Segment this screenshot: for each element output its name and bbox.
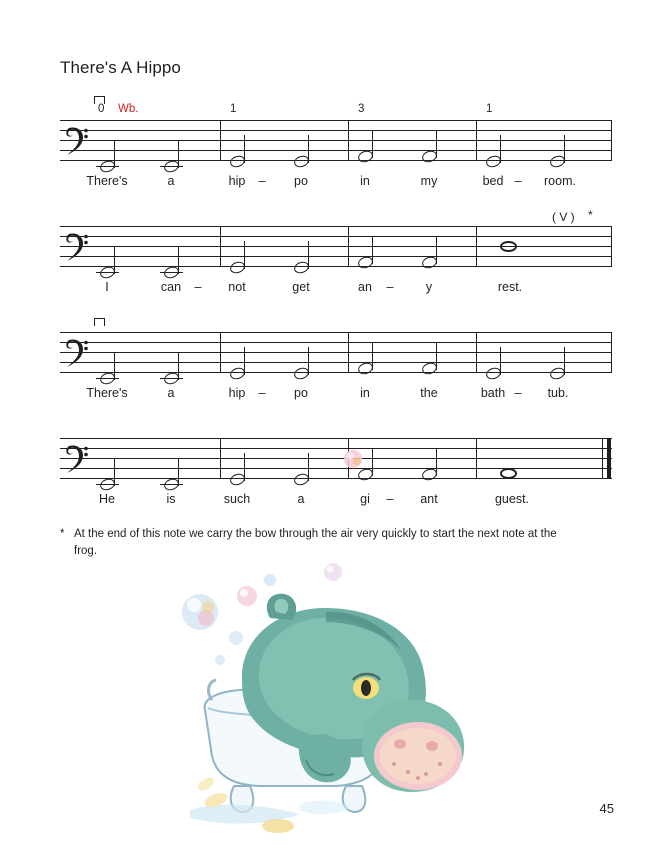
music-system-2 xyxy=(60,208,612,294)
staff-line xyxy=(60,160,612,161)
lyric-hyphen: – xyxy=(258,386,266,400)
barline xyxy=(476,226,477,267)
ledger-line xyxy=(160,378,183,379)
staff-line xyxy=(60,448,612,449)
staff-line xyxy=(60,256,612,257)
staff-line xyxy=(60,362,612,363)
ledger-line xyxy=(160,484,183,485)
barline xyxy=(348,120,349,161)
staff-2 xyxy=(60,226,612,270)
staff-line xyxy=(60,266,612,267)
staff-line xyxy=(60,458,612,459)
note-head xyxy=(550,156,565,167)
barline xyxy=(220,438,221,479)
lyric-syllable: my xyxy=(420,174,438,188)
ledger-line xyxy=(96,272,119,273)
barline xyxy=(611,120,612,161)
bass-clef-icon xyxy=(62,328,92,374)
music-system-3 xyxy=(60,332,612,400)
finger-number: 1 xyxy=(230,103,237,115)
note-head xyxy=(358,469,373,480)
lyric-syllable: the xyxy=(420,386,438,400)
lyric-syllable: bath xyxy=(480,386,506,400)
lyric-hyphen: – xyxy=(194,280,202,294)
music-system-4 xyxy=(60,438,612,506)
staff-line xyxy=(60,342,612,343)
ledger-line xyxy=(96,166,119,167)
lyric-hyphen: – xyxy=(386,280,394,294)
staff-line xyxy=(60,246,612,247)
note-head xyxy=(422,151,437,162)
lyric-syllable: room. xyxy=(544,174,576,188)
barline xyxy=(348,332,349,373)
staff-1 xyxy=(60,120,612,164)
lyric-syllable: rest. xyxy=(497,280,523,294)
bass-clef-icon xyxy=(62,434,92,480)
barline xyxy=(476,120,477,161)
staff-line xyxy=(60,150,612,151)
staff-line xyxy=(60,438,612,439)
bass-clef-icon xyxy=(62,116,92,162)
ledger-line xyxy=(160,166,183,167)
barline xyxy=(220,120,221,161)
lyric-syllable: bed xyxy=(482,174,504,188)
final-barline-thick xyxy=(607,438,611,479)
music-system-1 xyxy=(60,103,612,188)
note-head xyxy=(294,474,309,485)
note-head xyxy=(422,469,437,480)
lyric-syllable: is xyxy=(166,492,176,506)
note-head xyxy=(486,368,501,379)
lyric-syllable: hip xyxy=(228,386,246,400)
bowing-instruction: Wb. xyxy=(118,103,139,115)
lyric-syllable: tub. xyxy=(547,386,569,400)
down-bow-icon xyxy=(94,318,105,326)
note-head xyxy=(486,156,501,167)
staff-line xyxy=(60,468,612,469)
lyric-syllable: an xyxy=(358,280,372,294)
note-head xyxy=(294,262,309,273)
staff-line xyxy=(60,372,612,373)
note-head xyxy=(230,262,245,273)
whole-note-head xyxy=(500,468,517,479)
barline xyxy=(476,332,477,373)
lyric-hyphen: – xyxy=(514,386,522,400)
staff-line xyxy=(60,130,612,131)
lyric-syllable: not xyxy=(228,280,246,294)
staff-4 xyxy=(60,438,612,482)
finger-number: 0 xyxy=(98,103,105,115)
staff-line xyxy=(60,236,612,237)
staff-line xyxy=(60,352,612,353)
lyric-hyphen: – xyxy=(514,174,522,188)
lyric-syllable: gi xyxy=(360,492,370,506)
lyric-syllable: ant xyxy=(420,492,438,506)
note-head xyxy=(422,363,437,374)
note-head xyxy=(230,156,245,167)
bass-clef-icon xyxy=(62,222,92,268)
barline xyxy=(348,226,349,267)
staff-3 xyxy=(60,332,612,376)
lyric-syllable: in xyxy=(360,174,370,188)
lyric-syllable: po xyxy=(294,386,308,400)
lyric-syllable: po xyxy=(294,174,308,188)
lyric-syllable: a xyxy=(297,492,305,506)
staff-line xyxy=(60,226,612,227)
barline xyxy=(476,438,477,479)
footnote-text: At the end of this note we carry the bow through the air very quickly to start the next note at the frog. xyxy=(74,528,557,557)
finger-number: 3 xyxy=(358,103,365,115)
staff-line xyxy=(60,120,612,121)
note-head xyxy=(358,257,373,268)
note-head xyxy=(422,257,437,268)
soap-bubble-icon xyxy=(342,448,364,470)
lyric-syllable: such xyxy=(223,492,251,506)
lyric-syllable: I xyxy=(105,280,109,294)
final-barline-thin xyxy=(602,438,603,479)
page-title: There's A Hippo xyxy=(60,58,181,77)
note-head xyxy=(294,368,309,379)
note-head xyxy=(230,368,245,379)
up-bow-marking: ( V ) xyxy=(552,210,575,224)
note-head xyxy=(294,156,309,167)
lyric-syllable: He xyxy=(99,492,115,506)
page-number: 45 xyxy=(599,801,614,816)
whole-note-head xyxy=(500,241,517,252)
note-head xyxy=(358,151,373,162)
lyric-syllable: There's xyxy=(86,174,128,188)
note-head xyxy=(230,474,245,485)
barline xyxy=(611,332,612,373)
footnote xyxy=(60,526,580,559)
note-head xyxy=(358,363,373,374)
finger-number: 1 xyxy=(486,103,493,115)
lyric-syllable: y xyxy=(425,280,433,294)
barline xyxy=(220,226,221,267)
staff-line xyxy=(60,332,612,333)
lyric-syllable: get xyxy=(292,280,310,294)
lyric-syllable: a xyxy=(167,386,175,400)
barline xyxy=(220,332,221,373)
lyric-syllable: hip xyxy=(228,174,246,188)
lyric-hyphen: – xyxy=(386,492,394,506)
staff-line xyxy=(60,478,612,479)
ledger-line xyxy=(96,378,119,379)
hippo-in-bathtub-illustration xyxy=(150,560,520,840)
lyric-syllable: There's xyxy=(86,386,128,400)
staff-line xyxy=(60,140,612,141)
lyric-syllable: can xyxy=(160,280,182,294)
footnote-marker: * xyxy=(588,208,593,222)
lyric-syllable: guest. xyxy=(494,492,530,506)
lyric-syllable: a xyxy=(167,174,175,188)
ledger-line xyxy=(160,272,183,273)
ledger-line xyxy=(96,484,119,485)
note-head xyxy=(550,368,565,379)
lyric-hyphen: – xyxy=(258,174,266,188)
footnote-marker: * xyxy=(60,528,65,540)
barline xyxy=(611,226,612,267)
lyric-syllable: in xyxy=(360,386,370,400)
